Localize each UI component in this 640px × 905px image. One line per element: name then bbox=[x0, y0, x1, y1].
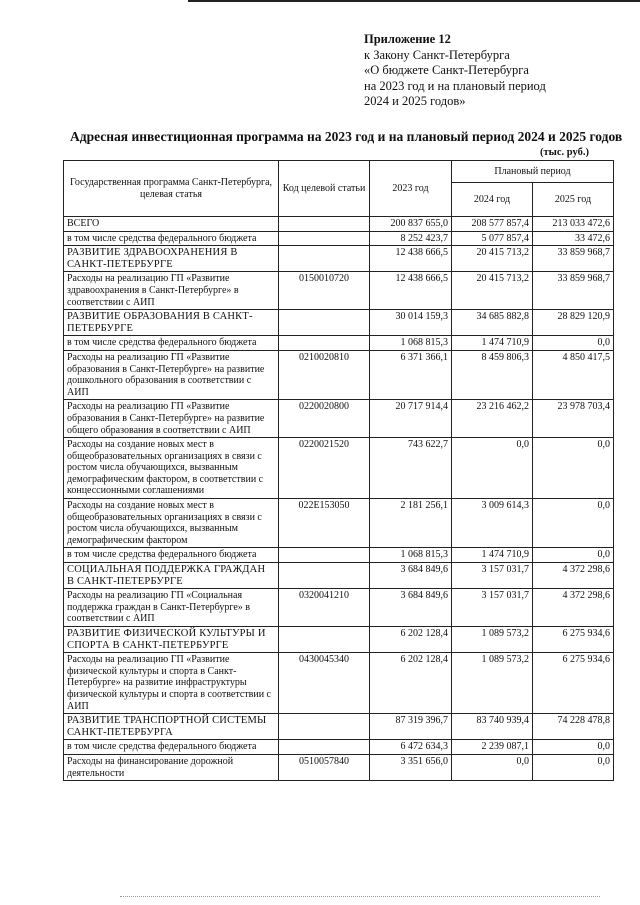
row-code: 0210020810 bbox=[279, 350, 370, 399]
row-code: 0320041210 bbox=[279, 589, 370, 627]
row-value-2024: 208 577 857,4 bbox=[452, 217, 533, 232]
row-value-2023: 6 202 128,4 bbox=[370, 627, 452, 653]
row-value-2024: 3 157 031,7 bbox=[452, 563, 533, 589]
appendix-line: на 2023 год и на плановый период bbox=[364, 78, 546, 93]
row-name: Расходы на создание новых мест в общеобразовательных организациях в связи с ростом числа обучающихся, вызванным демографическим фактором bbox=[64, 499, 279, 548]
row-code bbox=[279, 336, 370, 351]
row-value-2025: 33 859 968,7 bbox=[533, 246, 614, 272]
row-value-2025: 213 033 472,6 bbox=[533, 217, 614, 232]
document-title: Адресная инвестиционная программа на 2023 год и на плановый период 2024 и 2025 годов bbox=[70, 129, 623, 144]
row-code: 022E153050 bbox=[279, 499, 370, 548]
row-value-2023: 20 717 914,4 bbox=[370, 400, 452, 438]
row-value-2024: 1 089 573,2 bbox=[452, 653, 533, 714]
investment-table bbox=[63, 160, 614, 781]
table-row bbox=[64, 217, 614, 232]
row-value-2023: 8 252 423,7 bbox=[370, 231, 452, 246]
row-value-2024: 3 009 614,3 bbox=[452, 499, 533, 548]
row-value-2023: 3 684 849,6 bbox=[370, 563, 452, 589]
row-value-2024: 0,0 bbox=[452, 438, 533, 499]
row-value-2023: 6 202 128,4 bbox=[370, 653, 452, 714]
row-value-2023: 3 351 656,0 bbox=[370, 754, 452, 780]
row-value-2025: 4 850 417,5 bbox=[533, 350, 614, 399]
row-name: в том числе средства федерального бюджета bbox=[64, 548, 279, 563]
row-name: в том числе средства федерального бюджета bbox=[64, 231, 279, 246]
row-value-2025: 28 829 120,9 bbox=[533, 310, 614, 336]
row-name: РАЗВИТИЕ ФИЗИЧЕСКОЙ КУЛЬТУРЫ И СПОРТА В САНКТ-ПЕТЕРБУРГЕ bbox=[64, 627, 279, 653]
table-row bbox=[64, 310, 614, 336]
row-value-2025: 23 978 703,4 bbox=[533, 400, 614, 438]
row-value-2025: 4 372 298,6 bbox=[533, 563, 614, 589]
row-value-2024: 2 239 087,1 bbox=[452, 740, 533, 755]
row-value-2025: 6 275 934,6 bbox=[533, 653, 614, 714]
table-row bbox=[64, 400, 614, 438]
row-code: 0220021520 bbox=[279, 438, 370, 499]
row-value-2023: 87 319 396,7 bbox=[370, 714, 452, 740]
row-value-2025: 0,0 bbox=[533, 548, 614, 563]
row-value-2025: 0,0 bbox=[533, 499, 614, 548]
row-value-2024: 34 685 882,8 bbox=[452, 310, 533, 336]
row-value-2023: 12 438 666,5 bbox=[370, 246, 452, 272]
table-row bbox=[64, 438, 614, 499]
row-code bbox=[279, 627, 370, 653]
header-2024: 2024 год bbox=[452, 183, 533, 217]
row-value-2024: 0,0 bbox=[452, 754, 533, 780]
row-name: РАЗВИТИЕ ЗДРАВООХРАНЕНИЯ В САНКТ-ПЕТЕРБУРГЕ bbox=[64, 246, 279, 272]
appendix-line: к Закону Санкт-Петербурга bbox=[364, 47, 510, 62]
row-name: в том числе средства федерального бюджета bbox=[64, 740, 279, 755]
header-2023: 2023 год bbox=[370, 161, 452, 217]
row-name: ВСЕГО bbox=[64, 217, 279, 232]
row-name: в том числе средства федерального бюджета bbox=[64, 336, 279, 351]
row-value-2024: 8 459 806,3 bbox=[452, 350, 533, 399]
table-row bbox=[64, 336, 614, 351]
header-2025: 2025 год bbox=[533, 183, 614, 217]
row-value-2023: 12 438 666,5 bbox=[370, 272, 452, 310]
row-value-2025: 0,0 bbox=[533, 336, 614, 351]
row-value-2025: 0,0 bbox=[533, 754, 614, 780]
row-code: 0430045340 bbox=[279, 653, 370, 714]
row-value-2024: 1 474 710,9 bbox=[452, 336, 533, 351]
table-row bbox=[64, 589, 614, 627]
page-bottom-rule bbox=[120, 896, 600, 897]
row-value-2023: 743 622,7 bbox=[370, 438, 452, 499]
row-code bbox=[279, 246, 370, 272]
row-name: Расходы на реализацию ГП «Развитие образования в Санкт-Петербурге» на развитие дошкольного образования в соответствии с АИП bbox=[64, 350, 279, 399]
row-value-2025: 0,0 bbox=[533, 740, 614, 755]
table-row bbox=[64, 548, 614, 563]
row-value-2025: 33 859 968,7 bbox=[533, 272, 614, 310]
row-value-2025: 74 228 478,8 bbox=[533, 714, 614, 740]
table-row bbox=[64, 246, 614, 272]
row-name: СОЦИАЛЬНАЯ ПОДДЕРЖКА ГРАЖДАН В САНКТ-ПЕТЕРБУРГЕ bbox=[64, 563, 279, 589]
row-name: Расходы на реализацию ГП «Социальная поддержка граждан в Санкт-Петербурге» в соответствии с АИП bbox=[64, 589, 279, 627]
row-value-2023: 3 684 849,6 bbox=[370, 589, 452, 627]
row-value-2024: 20 415 713,2 bbox=[452, 246, 533, 272]
top-rule bbox=[188, 0, 640, 2]
row-name: Расходы на реализацию ГП «Развитие физической культуры и спорта в Санкт-Петербурге» на развитие инфраструктуры физической культуры и спорта в соответствии с АИП bbox=[64, 653, 279, 714]
row-value-2025: 33 472,6 bbox=[533, 231, 614, 246]
row-value-2023: 6 371 366,1 bbox=[370, 350, 452, 399]
row-value-2024: 1 089 573,2 bbox=[452, 627, 533, 653]
appendix-line: «О бюджете Санкт-Петербурга bbox=[364, 63, 529, 77]
table-row bbox=[64, 740, 614, 755]
row-code bbox=[279, 310, 370, 336]
table-row bbox=[64, 272, 614, 310]
row-value-2024: 23 216 462,2 bbox=[452, 400, 533, 438]
row-value-2023: 2 181 256,1 bbox=[370, 499, 452, 548]
table-row bbox=[64, 499, 614, 548]
row-value-2023: 6 472 634,3 bbox=[370, 740, 452, 755]
appendix-block bbox=[364, 32, 546, 110]
table-body bbox=[64, 217, 614, 781]
row-code bbox=[279, 740, 370, 755]
row-value-2024: 20 415 713,2 bbox=[452, 272, 533, 310]
table-row bbox=[64, 350, 614, 399]
row-value-2023: 1 068 815,3 bbox=[370, 336, 452, 351]
appendix-heading: Приложение 12 bbox=[364, 32, 451, 46]
row-code bbox=[279, 231, 370, 246]
row-value-2024: 5 077 857,4 bbox=[452, 231, 533, 246]
row-value-2023: 1 068 815,3 bbox=[370, 548, 452, 563]
header-planned: Плановый период bbox=[452, 161, 614, 183]
row-value-2023: 200 837 655,0 bbox=[370, 217, 452, 232]
row-code bbox=[279, 714, 370, 740]
row-value-2025: 0,0 bbox=[533, 438, 614, 499]
row-name: РАЗВИТИЕ ТРАНСПОРТНОЙ СИСТЕМЫ САНКТ-ПЕТЕРБУРГА bbox=[64, 714, 279, 740]
table-row bbox=[64, 563, 614, 589]
row-code bbox=[279, 217, 370, 232]
row-value-2025: 6 275 934,6 bbox=[533, 627, 614, 653]
row-name: Расходы на создание новых мест в общеобразовательных организациях в связи с ростом числа обучающихся, вызванным демографическим фактором, в соответствии с концессионными соглашениями bbox=[64, 438, 279, 499]
header-code: Код целевой статьи bbox=[279, 161, 370, 217]
row-name: Расходы на реализацию ГП «Развитие здравоохранения в Санкт-Петербурге» в соответствии с АИП bbox=[64, 272, 279, 310]
table-row bbox=[64, 653, 614, 714]
row-value-2025: 4 372 298,6 bbox=[533, 589, 614, 627]
units-label: (тыс. руб.) bbox=[540, 147, 589, 158]
table-row bbox=[64, 754, 614, 780]
table-row bbox=[64, 627, 614, 653]
row-value-2023: 30 014 159,3 bbox=[370, 310, 452, 336]
row-code bbox=[279, 563, 370, 589]
row-code: 0510057840 bbox=[279, 754, 370, 780]
row-code: 0150010720 bbox=[279, 272, 370, 310]
table-row bbox=[64, 231, 614, 246]
appendix-line: 2024 и 2025 годов» bbox=[364, 94, 466, 108]
row-value-2024: 83 740 939,4 bbox=[452, 714, 533, 740]
row-value-2024: 1 474 710,9 bbox=[452, 548, 533, 563]
row-name: Расходы на финансирование дорожной деятельности bbox=[64, 754, 279, 780]
header-name: Государственная программа Санкт-Петербурга, целевая статья bbox=[64, 161, 279, 217]
row-name: РАЗВИТИЕ ОБРАЗОВАНИЯ В САНКТ-ПЕТЕРБУРГЕ bbox=[64, 310, 279, 336]
row-name: Расходы на реализацию ГП «Развитие образования в Санкт-Петербурге» на развитие общего образования в соответствии с АИП bbox=[64, 400, 279, 438]
row-value-2024: 3 157 031,7 bbox=[452, 589, 533, 627]
row-code bbox=[279, 548, 370, 563]
row-code: 0220020800 bbox=[279, 400, 370, 438]
table-row bbox=[64, 714, 614, 740]
